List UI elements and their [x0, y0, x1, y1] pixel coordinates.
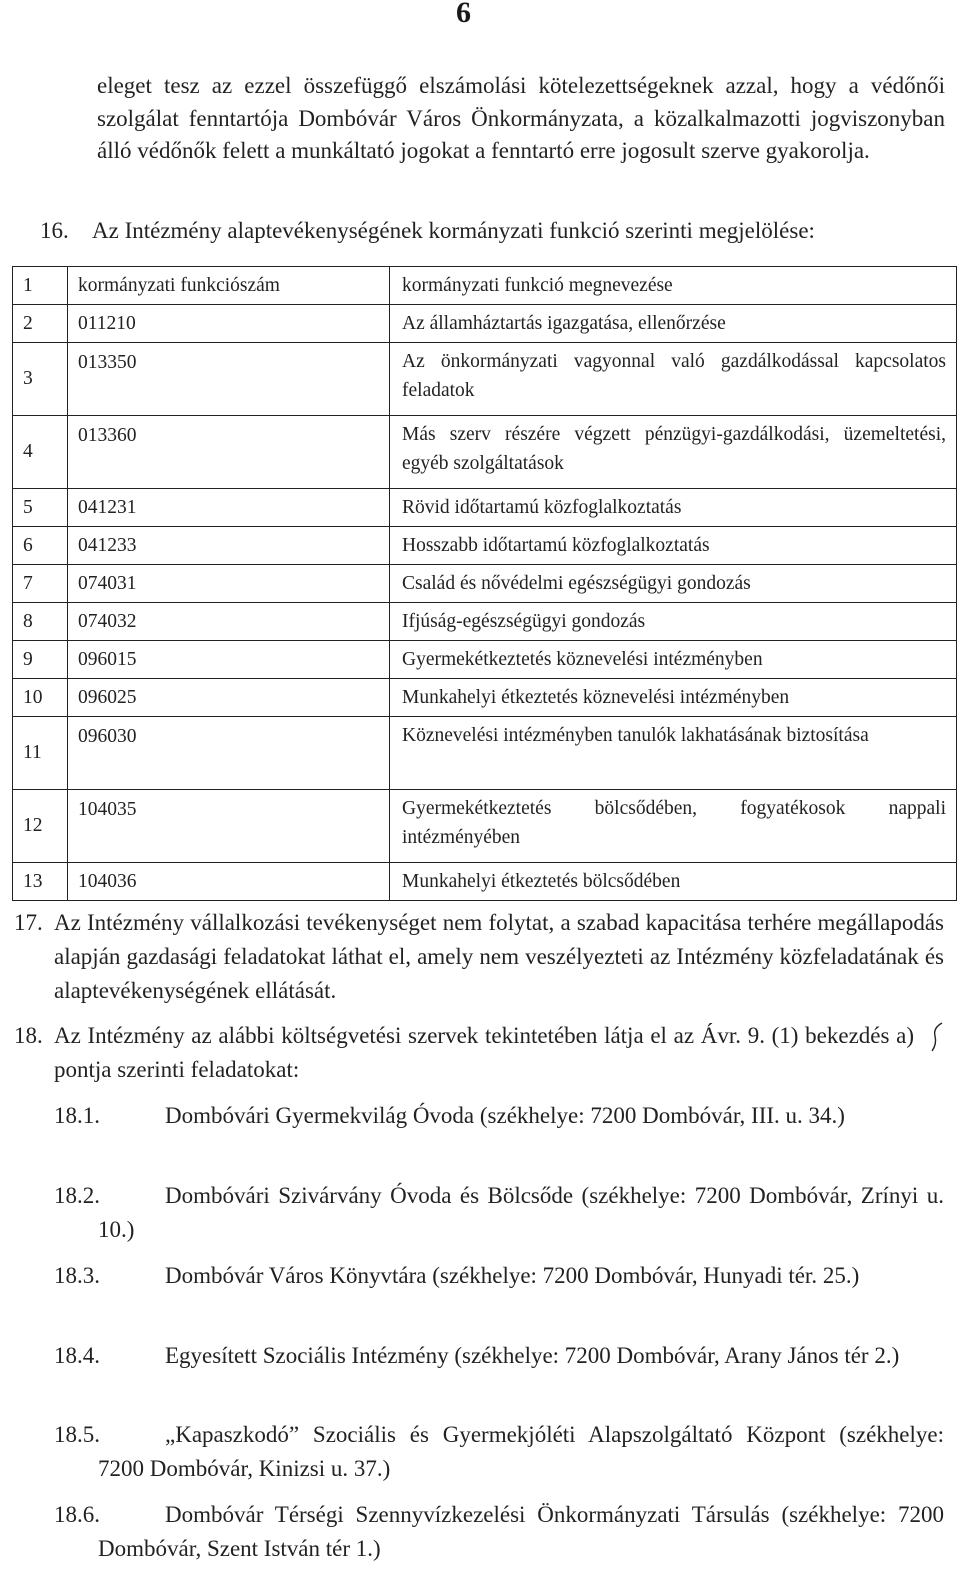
function-name: Gyermekétkeztetés köznevelési intézményben — [390, 641, 957, 679]
section-18 — [14, 1019, 914, 1087]
row-number: 10 — [13, 679, 68, 717]
item-number: 18.5. — [54, 1422, 100, 1447]
table-row — [13, 527, 957, 565]
function-name: Munkahelyi étkeztetés bölcsődében — [390, 863, 957, 901]
table-row — [13, 343, 957, 416]
section-16-text: Az Intézmény alaptevékenységének kormányzati funkció szerinti megjelölése: — [92, 218, 815, 243]
table-row — [13, 305, 957, 343]
item-number: 18.6. — [54, 1502, 100, 1527]
row-number: 2 — [13, 305, 68, 343]
function-code: 096030 — [68, 717, 390, 790]
function-code: 104035 — [68, 790, 390, 863]
section-17-number: 17. — [14, 910, 43, 935]
table-row — [13, 267, 957, 305]
function-name: Hosszabb időtartamú közfoglalkoztatás — [390, 527, 957, 565]
list-item — [54, 1498, 944, 1565]
row-number: 5 — [13, 489, 68, 527]
intro-paragraph: eleget tesz az ezzel összefüggő elszámolási kötelezettségeknek azzal, hogy a védőnői szolgálat fenntartója Dombóvár Város Önkormányzata, a közalkalmazotti jogviszonyban álló védőnők felett a munkáltató jogokat a fenntartó erre jogosult szerve gyakorolja. — [97, 73, 945, 163]
row-number: 1 — [13, 267, 68, 305]
function-name: Munkahelyi étkeztetés köznevelési intézményben — [390, 679, 957, 717]
item-text: Egyesített Szociális Intézmény (székhelye: 7200 Dombóvár, Arany János tér 2.) — [165, 1343, 900, 1368]
item-number: 18.3. — [54, 1263, 100, 1288]
function-code: 011210 — [68, 305, 390, 343]
function-code: 041231 — [68, 489, 390, 527]
section-18-number: 18. — [14, 1023, 43, 1048]
function-name: Más szerv részére végzett pénzügyi-gazdálkodási, üzemeltetési, egyéb szolgáltatások — [390, 416, 957, 489]
table-row — [13, 790, 957, 863]
section-17-text: Az Intézmény vállalkozási tevékenységet nem folytat, a szabad kapacitása terhére megállapodás alapján gazdasági feladatokat láthat el, amely nem veszélyezteti az Intézmény közfeladatának és alaptevékenységének ellátását. — [54, 910, 944, 1003]
item-number: 18.2. — [54, 1183, 100, 1208]
function-code: 096025 — [68, 679, 390, 717]
function-code: 041233 — [68, 527, 390, 565]
section-sign-icon — [929, 1020, 945, 1054]
function-code: 104036 — [68, 863, 390, 901]
list-item — [54, 1339, 944, 1373]
government-function-table — [12, 266, 957, 901]
function-name: Köznevelési intézményben tanulók lakhatásának biztosítása — [390, 717, 957, 790]
function-name: Ifjúság-egészségügyi gondozás — [390, 603, 957, 641]
function-code: 013360 — [68, 416, 390, 489]
row-number: 4 — [13, 416, 68, 489]
item-text: Dombóvári Gyermekvilág Óvoda (székhelye: 7200 Dombóvár, III. u. 34.) — [165, 1103, 845, 1128]
function-code: 013350 — [68, 343, 390, 416]
function-name: Az önkormányzati vagyonnal való gazdálkodással kapcsolatos feladatok — [390, 343, 957, 416]
item-text: Dombóvár Város Könyvtára (székhelye: 7200 Dombóvár, Hunyadi tér. 25.) — [165, 1263, 860, 1288]
function-name: Az államháztartás igazgatása, ellenőrzése — [390, 305, 957, 343]
table-row — [13, 603, 957, 641]
list-item — [54, 1179, 944, 1246]
table-row — [13, 863, 957, 901]
row-number: 3 — [13, 343, 68, 416]
list-item — [54, 1099, 944, 1133]
row-number: 12 — [13, 790, 68, 863]
section-16-number: 16. — [40, 218, 69, 243]
row-number: 11 — [13, 717, 68, 790]
table-row — [13, 717, 957, 790]
row-number: 8 — [13, 603, 68, 641]
row-number: 7 — [13, 565, 68, 603]
table-row — [13, 489, 957, 527]
table-row — [13, 565, 957, 603]
section-16 — [40, 215, 945, 247]
row-number: 9 — [13, 641, 68, 679]
function-name: Család és nővédelmi egészségügyi gondozás — [390, 565, 957, 603]
function-name: Rövid időtartamú közfoglalkoztatás — [390, 489, 957, 527]
row-number: 6 — [13, 527, 68, 565]
function-name: kormányzati funkció megnevezése — [390, 267, 957, 305]
function-code: 074031 — [68, 565, 390, 603]
item-number: 18.1. — [54, 1103, 100, 1128]
function-name: Gyermekétkeztetés bölcsődében, fogyatékosok nappali intézményében — [390, 790, 957, 863]
table-row — [13, 416, 957, 489]
function-code: 096015 — [68, 641, 390, 679]
row-number: 13 — [13, 863, 68, 901]
section-17 — [14, 906, 944, 1008]
list-item — [54, 1418, 944, 1485]
list-item — [54, 1259, 944, 1293]
item-text: Dombóvári Szivárvány Óvoda és Bölcsőde (székhelye: 7200 Dombóvár, Zrínyi u. 10.) — [98, 1183, 944, 1242]
section-18-text: Az Intézmény az alábbi költségvetési szervek tekintetében látja el az Ávr. 9. (1) bekezdés a) pontja szerinti feladatokat: — [54, 1023, 914, 1082]
item-text: „Kapaszkodó” Szociális és Gyermekjóléti Alapszolgáltató Központ (székhelye: 7200 Dombóvár, Kinizsi u. 37.) — [98, 1422, 944, 1481]
table-row — [13, 641, 957, 679]
page-number: 6 — [456, 0, 471, 29]
table-row — [13, 679, 957, 717]
item-number: 18.4. — [54, 1343, 100, 1368]
item-text: Dombóvár Térségi Szennyvízkezelési Önkormányzati Társulás (székhelye: 7200 Dombóvár, Szent István tér 1.) — [98, 1502, 944, 1561]
function-code: kormányzati funkciószám — [68, 267, 390, 305]
function-code: 074032 — [68, 603, 390, 641]
